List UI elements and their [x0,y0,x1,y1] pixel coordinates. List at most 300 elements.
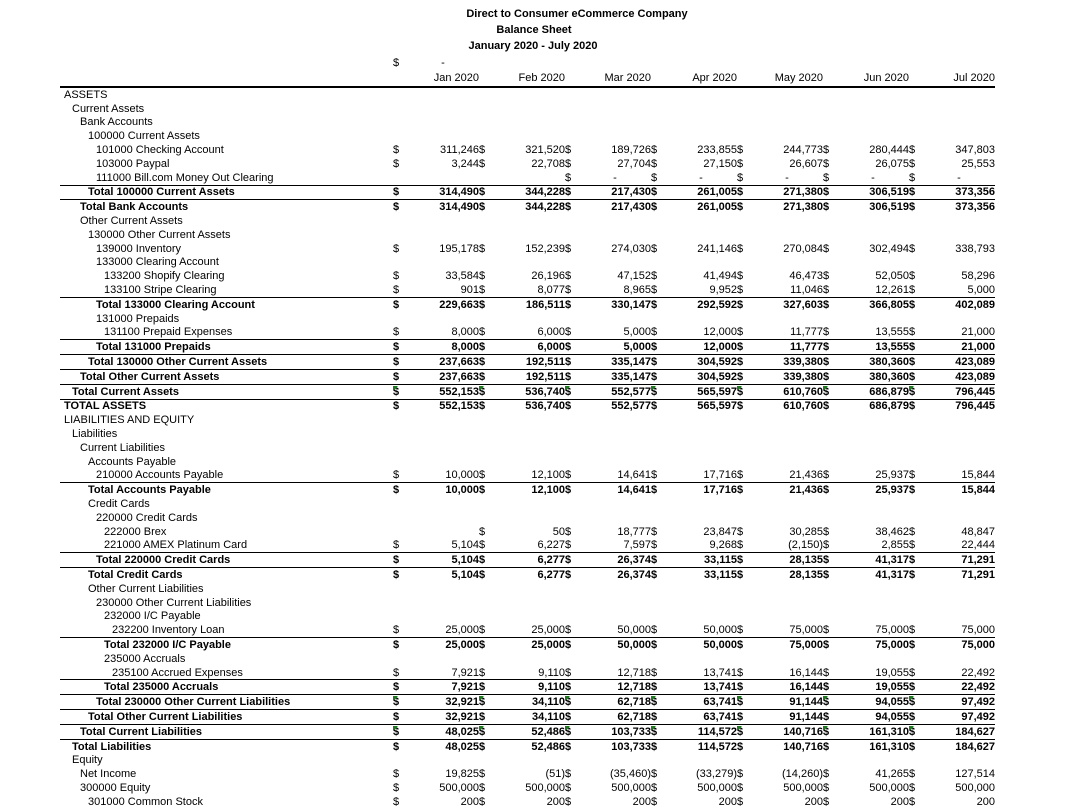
currency-symbol: $ [565,201,572,214]
value-cell: 8,077 [493,283,565,297]
green-triangle-icon [823,726,828,731]
dollar-cell [393,795,407,808]
dollar-cell [737,652,751,666]
currency-symbol: $ [909,638,916,651]
value-cell: 22,444 [923,539,995,553]
dollar-cell [393,312,407,326]
currency-symbol: $ [651,201,658,214]
value-cell [665,228,737,242]
currency-symbol: $ [823,768,830,781]
table-row [60,228,995,242]
value-cell: 335,147 [579,355,651,370]
currency-symbol: $ [393,469,400,482]
value-cell: 344,228 [525,201,565,214]
dollar-cell [737,739,751,753]
dollar-cell [393,171,407,185]
table-row [60,609,995,623]
value-cell [751,609,823,623]
value-cell: 48,025 [407,724,479,739]
dollar-cell [823,185,837,200]
currency-symbol: $ [737,795,744,808]
value-cell: 12,100 [493,469,565,483]
value-cell: 13,741 [665,666,737,680]
dollar-cell [479,116,493,130]
dollar-cell [479,87,493,102]
dollar-cell [737,87,751,102]
dollar-cell [479,369,493,384]
currency-symbol: $ [565,469,572,482]
dollar-cell [651,724,665,739]
currency-symbol: $ [651,400,658,413]
dollar-cell [737,795,751,808]
currency-symbol: $ [909,666,916,679]
column-header: May 2020 [751,70,823,87]
value-cell: 30,285 [789,525,823,538]
value-cell [579,427,651,441]
value-cell: 50,000 [703,638,737,651]
value-cell: 48,847 [961,525,995,538]
value-cell [751,312,823,326]
value-cell [493,441,565,455]
value-cell: 200 [890,795,909,808]
value-cell: - [579,171,651,185]
value-cell [407,427,479,441]
table-row [60,724,995,739]
currency-symbol: $ [909,539,916,552]
row-label: 111000 Bill.com Money Out Clearing [60,171,393,185]
dollar-cell [651,781,665,795]
currency-symbol: $ [823,341,830,354]
value-cell: 686,879 [869,400,909,413]
dollar-cell [651,666,665,680]
dollar-cell [565,326,579,340]
value-cell [407,609,479,623]
value-cell [665,102,737,116]
value-cell: 200 [976,795,995,808]
green-triangle-icon [479,386,484,391]
currency-symbol: $ [565,385,572,398]
currency-symbol: $ [565,740,572,753]
currency-symbol: $ [479,725,486,738]
dollar-cell [651,511,665,525]
value-cell: 229,663 [439,298,479,311]
currency-symbol: $ [565,157,572,170]
dollar-cell [823,553,837,568]
value-cell [407,511,479,525]
dollar-cell [737,680,751,695]
value-cell: 91,144 [751,695,823,710]
value-cell [923,116,995,130]
value-cell [493,753,565,767]
dollar-cell [565,269,579,283]
table-row [60,312,995,326]
dollar-cell [823,455,837,469]
currency-symbol: $ [651,469,658,482]
dollar-cell [651,157,665,171]
dollar-cell [565,185,579,200]
dollar-cell [565,441,579,455]
currency-symbol: $ [479,740,486,753]
row-label: 232200 Inventory Loan [60,623,393,637]
value-cell [665,312,737,326]
dollar-cell [479,312,493,326]
currency-symbol: $ [651,568,658,581]
value-cell [579,228,651,242]
dollar-cell [737,256,751,270]
value-cell [579,116,651,130]
dollar-cell [823,582,837,596]
dollar-cell [479,469,493,483]
dollar-cell [737,129,751,143]
dollar-cell [565,609,579,623]
dollar-cell [737,666,751,680]
green-triangle-icon [565,696,570,701]
value-cell: 189,726 [611,144,651,157]
value-cell: 565,597 [697,400,737,413]
currency-symbol: $ [393,768,400,781]
value-cell: (51) [545,768,565,781]
table-row [60,795,995,808]
value-cell [493,511,565,525]
currency-symbol: $ [393,341,400,354]
value-cell: 306,519 [869,201,909,214]
value-cell: 41,317 [875,568,909,581]
currency-symbol: $ [479,144,486,157]
dollar-cell [651,497,665,511]
value-cell: 41,494 [703,270,737,283]
value-cell: 114,572 [697,740,737,753]
value-cell [923,256,995,270]
value-cell: 335,147 [579,369,651,384]
value-cell: 7,597 [579,539,651,553]
value-cell: 34,110 [493,710,565,725]
value-cell [665,441,737,455]
value-cell [493,256,565,270]
dollar-cell [393,623,407,637]
dollar-cell [823,568,837,582]
empty-cell [60,70,393,87]
value-cell [751,753,823,767]
green-triangle-icon [393,386,398,391]
value-cell [665,427,737,441]
dollar-cell [565,781,579,795]
dollar-cell [737,340,751,355]
dollar-cell [909,129,923,143]
pre-header-row [60,55,995,70]
dollar-cell [651,582,665,596]
value-cell: 311,246 [440,144,479,157]
value-cell [407,753,479,767]
dollar-cell [737,525,751,539]
dollar-cell [909,739,923,753]
row-label: Total 232000 I/C Payable [104,638,231,651]
dollar-cell [823,652,837,666]
value-cell: 33,584 [445,270,479,283]
value-cell: 15,844 [923,469,995,483]
value-cell [407,582,479,596]
currency-symbol: $ [737,525,744,538]
row-label: TOTAL ASSETS [64,400,147,413]
dollar-cell [651,384,665,399]
dollar-cell [393,609,407,623]
value-cell [665,455,737,469]
value-cell: 6,000 [493,340,565,355]
value-cell: 321,520 [525,144,565,157]
dollar-cell [651,469,665,483]
value-cell: 26,374 [617,568,651,581]
dollar-cell [737,297,751,311]
row-label: 221000 AMEX Platinum Card [60,539,393,553]
value-cell: 217,430 [579,185,651,200]
currency-symbol: $ [479,385,486,398]
value-cell: 500,000 [869,781,909,794]
value-cell: 34,110 [493,695,565,710]
value-cell: 610,760 [751,384,823,399]
table-row [60,355,995,370]
dollar-cell [651,116,665,130]
dollar-cell [909,710,923,725]
dollar-cell [393,695,407,710]
currency-symbol: $ [651,484,658,497]
value-cell [837,413,909,427]
value-cell: 161,310 [869,740,909,753]
currency-symbol: $ [737,638,744,651]
dollar-cell [737,781,751,795]
dollar-cell [823,767,837,781]
currency-symbol: $ [393,56,400,69]
green-triangle-icon [909,386,914,391]
value-cell: 28,135 [789,568,823,581]
value-cell: - [837,171,909,185]
dollar-cell [479,781,493,795]
row-label: Total 133000 Clearing Account [96,298,255,311]
value-cell: 536,740 [493,384,565,399]
value-cell [493,582,565,596]
dollar-cell [479,143,493,157]
row-label: Total 130000 Other Current Assets [60,355,393,370]
value-cell [923,511,995,525]
value-cell [923,582,995,596]
dollar-cell [393,214,407,228]
value-cell [579,441,651,455]
value-cell: 14,641 [579,469,651,483]
dollar-cell [565,355,579,370]
dollar-cell [393,185,407,200]
value-cell: 12,718 [579,680,651,695]
dollar-cell [479,200,493,214]
value-cell [837,596,909,610]
value-cell: 13,741 [665,680,737,695]
value-cell: 12,000 [665,340,737,355]
table-row [60,511,995,525]
currency-symbol: $ [823,186,830,199]
value-cell: 97,492 [923,710,995,725]
value-cell: 339,380 [751,369,823,384]
value-cell [579,87,651,102]
value-cell [665,511,737,525]
dollar-cell [737,102,751,116]
dollar-cell [909,795,923,808]
dollar-cell [737,214,751,228]
value-cell: 14,641 [617,484,651,497]
currency-symbol: $ [909,242,916,255]
dollar-cell [909,638,923,652]
currency-symbol: $ [737,624,744,637]
value-cell [407,228,479,242]
company-name: Direct to Consumer eCommerce Company [466,8,688,20]
dollar-cell [393,413,407,427]
dollar-cell [565,638,579,652]
row-label: Total Credit Cards [88,568,183,581]
value-cell [751,582,823,596]
dollar-cell [565,553,579,568]
currency-symbol: $ [823,385,830,398]
dollar-cell [651,525,665,539]
currency-symbol: $ [479,768,486,781]
currency-symbol: $ [651,326,658,339]
table-row [60,441,995,455]
report-title: Balance Sheet [496,24,572,36]
value-cell: 41,317 [837,553,909,568]
dollar-cell [565,582,579,596]
currency-symbol: $ [479,326,486,339]
currency-symbol: $ [565,696,572,709]
value-cell: 8,965 [579,283,651,297]
dollar-cell [737,609,751,623]
value-cell [493,171,565,185]
value-cell [579,753,651,767]
currency-symbol: $ [823,638,830,651]
dollar-cell [479,441,493,455]
value-cell: 11,777 [751,340,823,355]
value-cell: 103,733 [579,724,651,739]
value-cell: 38,462 [875,525,909,538]
dollar-cell [479,724,493,739]
value-cell: 200 [804,795,823,808]
dollar-cell [909,171,923,185]
dollar-cell [479,497,493,511]
dollar-cell [737,623,751,637]
currency-symbol: $ [479,400,486,413]
green-triangle-icon [737,386,742,391]
dollar-cell [393,553,407,568]
dollar-cell [823,355,837,370]
value-cell: 200 [632,795,651,808]
value-cell: 75,000 [789,638,823,651]
value-cell: 12,261 [837,283,909,297]
currency-symbol: $ [565,681,572,694]
value-cell: (14,260) [782,768,823,781]
currency-symbol: $ [909,385,916,398]
row-label: Accounts Payable [88,455,177,468]
dollar-cell [651,399,665,413]
dollar-cell [565,200,579,214]
currency-symbol: $ [393,781,400,794]
dollar-cell [479,739,493,753]
dollar-cell [823,256,837,270]
dollar-cell [737,185,751,200]
dollar-cell [393,497,407,511]
dollar-cell [823,427,837,441]
currency-symbol: $ [479,568,486,581]
currency-symbol: $ [565,400,572,413]
currency-symbol: $ [393,298,400,311]
dollar-cell [823,469,837,483]
value-cell [407,214,479,228]
value-cell [923,228,995,242]
currency-symbol: $ [479,370,486,383]
dollar-cell [737,710,751,725]
currency-symbol: $ [565,781,572,794]
value-cell: 161,310 [837,724,909,739]
dollar-cell [651,269,665,283]
currency-symbol: $ [393,666,400,679]
currency-symbol: $ [823,201,830,214]
currency-symbol: $ [479,270,486,283]
dollar-cell [479,256,493,270]
dollar-cell [393,652,407,666]
dollar-cell [823,638,837,652]
currency-symbol: $ [565,171,572,184]
value-cell [837,455,909,469]
value-cell: 50,000 [665,623,737,637]
dollar-cell [479,795,493,808]
dollar-cell [651,102,665,116]
value-cell: 304,592 [665,355,737,370]
value-cell: 25,937 [875,484,909,497]
currency-symbol: $ [823,270,830,283]
value-cell: 610,760 [783,400,823,413]
value-cell: 26,374 [579,553,651,568]
value-cell: 26,196 [531,270,565,283]
column-header: Jan 2020 [407,70,479,87]
value-cell: 46,473 [789,270,823,283]
currency-symbol: $ [909,484,916,497]
value-cell [923,129,995,143]
dollar-cell [565,680,579,695]
value-cell: 9,952 [665,283,737,297]
currency-symbol: $ [565,484,572,497]
green-triangle-icon [479,726,484,731]
currency-symbol: $ [737,370,744,383]
currency-symbol: $ [651,638,658,651]
row-label: Total 100000 Current Assets [60,185,393,200]
currency-symbol: $ [565,795,572,808]
value-cell: 75,000 [923,623,995,637]
value-cell: 52,486 [493,724,565,739]
value-cell: 500,000 [955,781,995,794]
currency-symbol: $ [823,157,830,170]
row-label: 131000 Prepaids [96,312,180,325]
currency-symbol: $ [909,270,916,283]
currency-symbol: $ [393,795,400,808]
value-cell [493,413,565,427]
row-label: 130000 Other Current Assets [88,228,231,241]
dollar-cell [479,695,493,710]
dollar-cell [393,102,407,116]
currency-symbol: $ [737,710,744,723]
value-cell [665,129,737,143]
table-row [60,297,995,311]
value-cell [665,753,737,767]
dollar-cell [565,539,579,553]
table-row [60,384,995,399]
currency-symbol: $ [565,270,572,283]
value-cell: 565,597 [665,384,737,399]
value-cell [837,129,909,143]
value-cell: 63,741 [665,710,737,725]
dollar-cell [393,582,407,596]
